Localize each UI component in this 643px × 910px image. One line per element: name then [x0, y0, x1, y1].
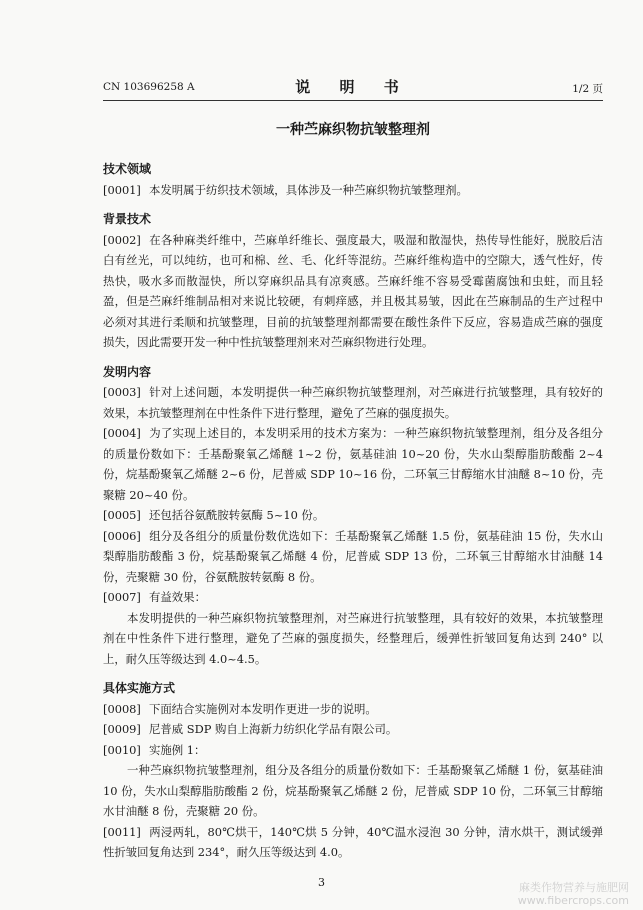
paragraph-text: 在各种麻类纤维中，苎麻单纤维长、强度最大，吸湿和散湿快，热传导性能好，脱胶后洁白有丝光，可以纯纺，也可和棉、丝、毛、化纤等混纺。苎麻纤维构造中的空隙大，透气性好，传热快，吸水多而散湿快，所以穿麻织品具有凉爽感。苎麻纤维不容易受霉菌腐蚀和虫蛀，而且轻盈，但是苎麻纤维制品相对来说比较硬，有刺痒感，并且极其易皱，因此在苎麻制品的生产过程中必须对其进行柔顺和抗皱整理，目前的抗皱整理剂都需要在酸性条件下反应，容易造成苎麻的强度损失，因此需要开发一种中性抗皱整理剂来对苎麻织物进行处理。 [103, 232, 603, 349]
paragraph-0008 [103, 699, 603, 720]
document-type: 说 明 书 [295, 78, 411, 96]
paragraph-text: 有益效果： [149, 590, 206, 604]
paragraph-0001 [103, 180, 603, 201]
watermark-url: www.fibercrops.com [517, 894, 629, 907]
paragraph-number: [0009] [103, 722, 141, 736]
paragraph-text: 尼普威 SDP 购自上海新力纺织化学品有限公司。 [149, 722, 398, 736]
page-header [103, 76, 603, 98]
paragraph-text: 还包括谷氨酰胺转氨酶 5~10 份。 [149, 508, 325, 522]
paragraph-0005 [103, 505, 603, 526]
paragraph-0003 [103, 382, 603, 423]
paragraph-number: [0007] [103, 590, 141, 604]
section-heading-embodiments: 具体实施方式 [103, 681, 176, 695]
paragraph-0011 [103, 822, 603, 863]
paragraph-number: [0001] [103, 182, 141, 197]
patent-number: CN 103696258 A [103, 81, 195, 93]
watermark-site-name: 麻类作物营养与施肥网 [519, 881, 629, 894]
site-watermark [518, 881, 629, 907]
section-heading-background: 背景技术 [103, 212, 152, 226]
paragraph-text: 两浸两轧，80℃烘干，140℃烘 5 分钟，40℃温水浸泡 30 分钟，清水烘干，测试缓弹性折皱回复角达到 234°，耐久压等级达到 4.0。 [103, 824, 603, 859]
paragraph-0007-continuation: 本发明提供的一种苎麻织物抗皱整理剂，对苎麻进行抗皱整理，具有较好的效果，本抗皱整理剂在中性条件下进行整理，避免了苎麻的强度损失，经整理后，缓弹性折皱回复角达到 240° 以上，耐久压等级达到 4.0~4.5。 [103, 610, 603, 666]
paragraph-number: [0006] [103, 528, 141, 543]
page-number: 3 [318, 876, 325, 889]
paragraph-number: [0011] [103, 824, 141, 839]
paragraph-number: [0008] [103, 701, 141, 716]
paragraph-number: [0003] [103, 385, 141, 399]
paragraph-0010 [103, 740, 603, 761]
paragraph-text: 下面结合实施例对本发明作更进一步的说明。 [149, 701, 377, 716]
paragraph-0010-continuation: 一种苎麻织物抗皱整理剂，组分及各组分的质量份数如下：壬基酚聚氧乙烯醚 1 份，氨基硅油 10 份，失水山梨醇脂肪酸酯 2 份，烷基酚聚氧乙烯醚 2 份，尼普威 SDP 10 份，二环氧三甘醇缩水甘油醚 8 份，壳聚糖 20 份。 [103, 763, 603, 818]
page-info: 1/2 页 [572, 83, 603, 95]
paragraph-0007 [103, 587, 603, 608]
paragraph-0004 [103, 423, 603, 505]
paragraph-0002 [103, 230, 603, 353]
paragraph-text: 实施例 1： [149, 742, 206, 757]
paragraph-number: [0005] [103, 508, 141, 522]
paragraph-text: 为了实现上述目的，本发明采用的技术方案为：一种苎麻织物抗皱整理剂，组分及各组分的质量份数如下：壬基酚聚氧乙烯醚 1~2 份，氨基硅油 10~20 份，失水山梨醇脂肪酸酯 2~4 份，烷基酚聚氧乙烯醚 2~6 份，尼普威 SDP 10~16 份，二环氧三甘醇缩水甘油醚 8~10 份，壳聚糖 20~40 份。 [103, 426, 603, 502]
paragraph-text: 本发明属于纺织技术领域，具体涉及一种苎麻织物抗皱整理剂。 [149, 182, 468, 197]
paragraph-number: [0010] [103, 742, 141, 757]
paragraph-0006 [103, 526, 603, 588]
paragraph-text: 针对上述问题，本发明提供一种苎麻织物抗皱整理剂，对苎麻进行抗皱整理，具有较好的效果，本抗皱整理剂在中性条件下进行整理，避免了苎麻的强度损失。 [103, 385, 603, 420]
document-body [103, 159, 603, 863]
section-heading-invention: 发明内容 [103, 364, 152, 379]
paragraph-number: [0002] [103, 232, 141, 247]
header-rule [103, 100, 603, 101]
paragraph-number: [0004] [103, 426, 141, 440]
document-title: 一种苎麻织物抗皱整理剂 [276, 122, 430, 138]
section-heading-tech-field: 技术领域 [103, 162, 152, 176]
paragraph-text: 组分及各组分的质量份数优选如下：壬基酚聚氧乙烯醚 1.5 份，氨基硅油 15 份，失水山梨醇脂肪酸酯 3 份，烷基酚聚氧乙烯醚 4 份，尼普威 SDP 13 份，二环氧三甘醇缩水甘油醚 14 份，壳聚糖 30 份，谷氨酰胺转氨酶 8 份。 [103, 528, 603, 584]
paragraph-0009 [103, 719, 603, 740]
